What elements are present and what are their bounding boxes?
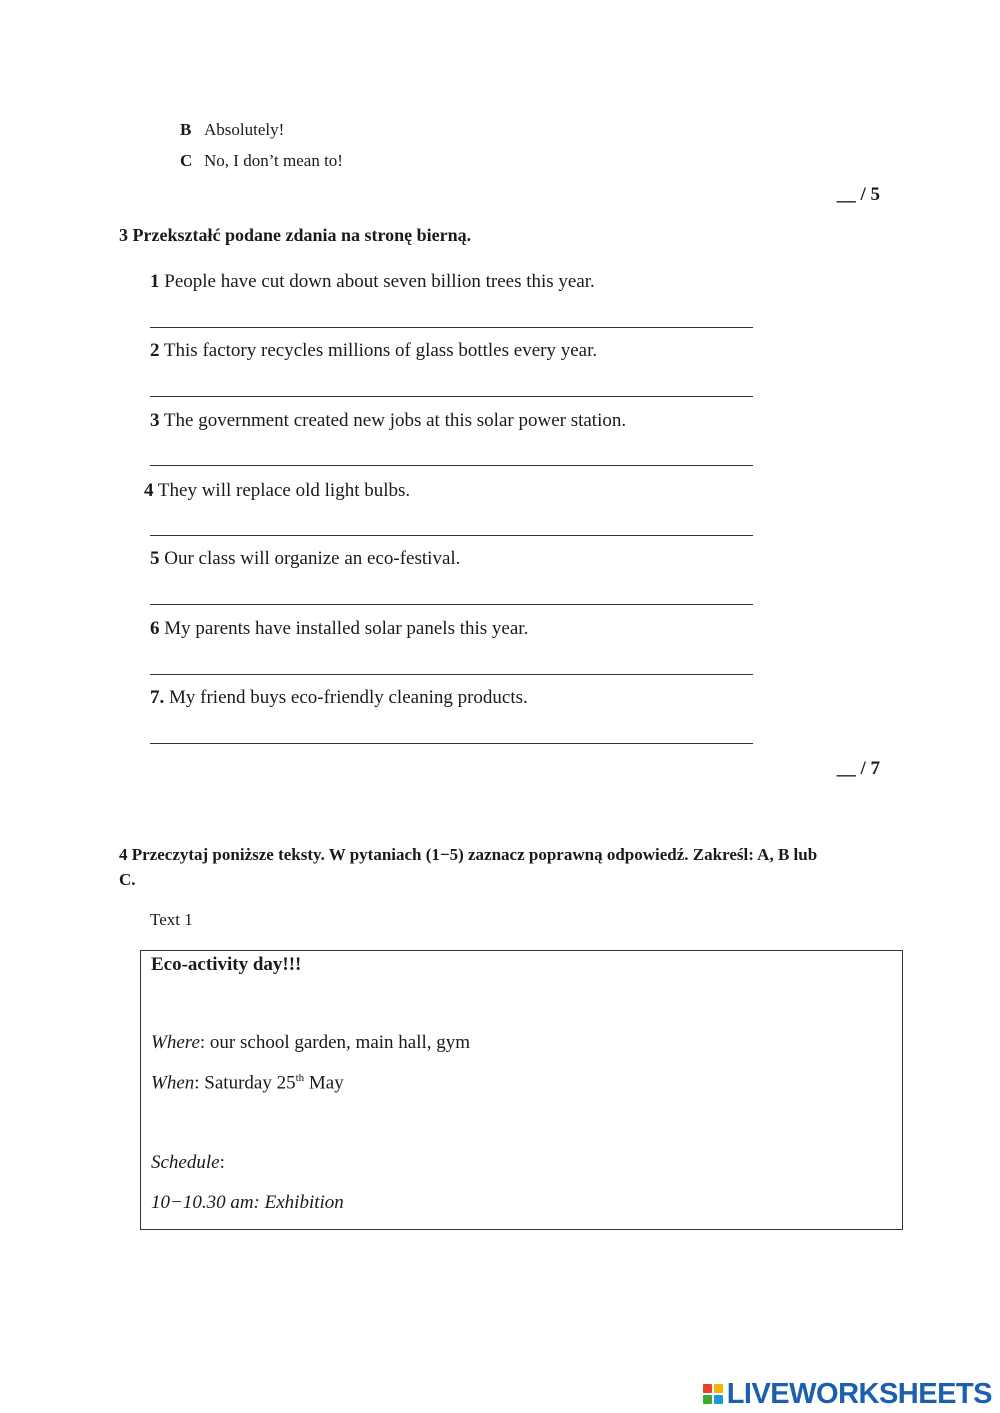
- option-text: No, I don’t mean to!: [204, 151, 343, 170]
- sentence-item: [150, 410, 626, 432]
- where-value: : our school garden, main hall, gym: [199, 1032, 471, 1053]
- sentence-item: [150, 618, 528, 640]
- text-box: [140, 950, 903, 1230]
- exercise-3-title: 3 Przekształć podane zdania na stronę bierną.: [119, 225, 472, 245]
- sentence-item: [150, 271, 595, 293]
- sentence-number: 6: [150, 618, 160, 639]
- sentence-item: [144, 480, 410, 502]
- answer-line-7[interactable]: [150, 743, 753, 744]
- sentence-number: 1: [150, 271, 160, 292]
- when-prefix: : Saturday 25: [194, 1072, 296, 1094]
- box-heading: Eco-activity day!!!: [151, 954, 302, 975]
- sentence-item: [150, 687, 528, 709]
- answer-line-6[interactable]: [150, 674, 753, 675]
- sentence-number: 3: [150, 410, 160, 431]
- when-sup: th: [295, 1072, 305, 1084]
- sentence-number: 4: [144, 480, 154, 501]
- sentence-text: They will replace old light bulbs.: [157, 480, 411, 501]
- answer-line-2[interactable]: [150, 396, 753, 397]
- answer-line-4[interactable]: [150, 535, 753, 536]
- when-suffix: May: [304, 1072, 344, 1094]
- option-letter: C: [180, 151, 193, 170]
- logo-square: [703, 1384, 712, 1393]
- sentence-item: [150, 340, 597, 362]
- sentence-item: [150, 548, 460, 570]
- where-line: [151, 1032, 470, 1054]
- score-exercise-2: __ / 5: [836, 184, 880, 205]
- sentence-text: My parents have installed solar panels this year.: [164, 618, 529, 639]
- when-line: [151, 1072, 344, 1094]
- logo-square: [703, 1395, 712, 1404]
- option-b: [180, 120, 284, 140]
- schedule-colon: :: [219, 1152, 225, 1173]
- option-letter: B: [180, 120, 192, 139]
- text-label: Text 1: [150, 910, 193, 929]
- liveworksheets-logo: [703, 1376, 992, 1412]
- answer-line-5[interactable]: [150, 604, 753, 605]
- schedule-line: [151, 1152, 225, 1174]
- sentence-text: Our class will organize an eco-festival.: [164, 548, 461, 569]
- schedule-item: 10−10.30 am: Exhibition: [151, 1192, 344, 1213]
- sentence-text: My friend buys eco-friendly cleaning products.: [169, 687, 528, 708]
- logo-mark-icon: [703, 1384, 723, 1404]
- when-label: When: [151, 1072, 195, 1094]
- sentence-number: 2: [150, 340, 160, 361]
- schedule-label: Schedule: [151, 1152, 220, 1173]
- sentence-text: This factory recycles millions of glass bottles every year.: [163, 340, 598, 361]
- option-c: [180, 151, 343, 171]
- answer-line-3[interactable]: [150, 465, 753, 466]
- exercise-4-title: 4 Przeczytaj poniższe teksty. W pytaniach (1−5) zaznacz poprawną odpowiedź. Zakreśl: A, B lub: [119, 845, 818, 864]
- logo-square: [714, 1384, 723, 1393]
- answer-line-1[interactable]: [150, 327, 753, 328]
- option-text: Absolutely!: [204, 120, 285, 139]
- sentence-number: 5: [150, 548, 160, 569]
- exercise-4-title-cont: C.: [119, 870, 136, 889]
- logo-square: [714, 1395, 723, 1404]
- sentence-text: People have cut down about seven billion trees this year.: [164, 271, 595, 292]
- sentence-number: 7.: [150, 687, 165, 708]
- sentence-text: The government created new jobs at this solar power station.: [163, 410, 627, 431]
- score-exercise-3: __ / 7: [836, 758, 880, 779]
- logo-text: LIVEWORKSHEETS: [726, 1377, 992, 1410]
- where-label: Where: [151, 1032, 200, 1053]
